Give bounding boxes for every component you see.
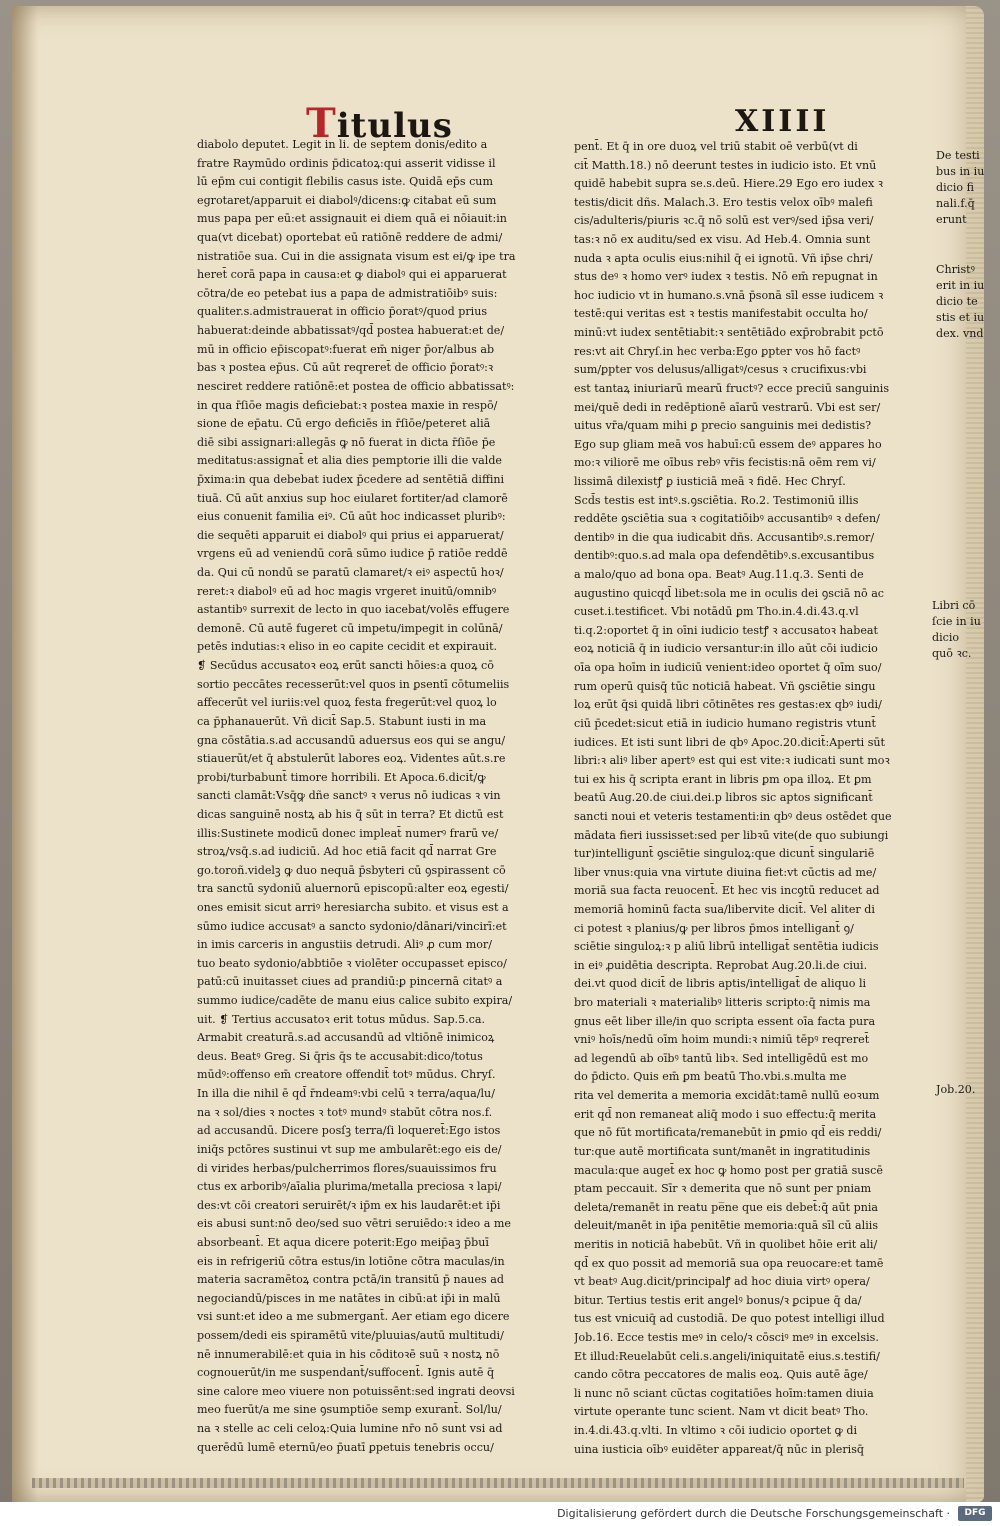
- text-line: materia sacramētoꝝ contra pctā/in transitū p̄ naues ad: [197, 1273, 504, 1287]
- text-line: rum operū quisq̄ tūc noticiā habeat. Vñ ꝯsciētie singu: [574, 679, 876, 693]
- text-line: Et illud:Reuelabūt celi.s.angeli/iniquitatē eius.s.testifi/: [574, 1349, 880, 1363]
- text-line: qualiter.s.admistrauerat in officio p̄oratꝰ/quod prius: [197, 305, 488, 319]
- text-line: macula:que auget̄ ex hoc ꝙ homo post per gratiā suscē: [574, 1163, 883, 1177]
- text-line: dei.vt quod dicit̄ de libris aptis/intelligat̄ de aliquo li: [574, 977, 867, 991]
- left-text-column: [197, 136, 554, 1457]
- text-line: in eiꝰ ꝓuidētia descripta. Reprobat Aug.20.li.de ciui.: [574, 958, 868, 972]
- text-line: uitus vr̄a/quam mihi ꝑ precio sanguinis mei dedistis?: [574, 419, 872, 433]
- marginal-note-line: quō ꝛc.: [932, 647, 972, 660]
- text-line: tui ex his q̄ scripta erant in libris ꝑm opa illoꝝ. Et ꝑm: [574, 772, 872, 786]
- digitization-footer: [0, 1502, 1000, 1526]
- text-line: cit̄ Matth.18.) nō deerunt testes in iudicio isto. Et vnū: [574, 158, 877, 172]
- marginal-note-line: erit in iu: [936, 279, 985, 292]
- text-line: mādata fieri iussisset:sed per libꝛū vite(de quo subiungi: [574, 828, 889, 842]
- text-line: tus est vnicuiq̄ ad custodiā. De quo potest intelligi illud: [574, 1312, 885, 1326]
- text-line: reret:ꝛ diabolꝰ eū ad hoc magis vrgeret inuitū/omnibꝰ: [197, 584, 497, 598]
- text-line: liber vnus:quia vna virtute diuina fiet:vt cūctis ad me/: [574, 865, 877, 879]
- page-bottom-edge: [32, 1478, 964, 1488]
- text-line: go.toroñ.videlꝫ ꝙ duo nequā p̄sbyteri cū ꝯspirassent cō: [197, 863, 506, 877]
- text-line: vt beatꝰ Aug.dicit/principalꝭ ad hoc diuia virtꝰ opera/: [574, 1275, 870, 1289]
- text-line: res:vt ait Chryſ.in hec verba:Ego ꝑpter vos hō factꝰ: [574, 344, 861, 358]
- text-line: bro materiali ꝛ materialibꝰ litteris scripto:q̄ nimis ma: [574, 996, 871, 1010]
- text-line: cis/adulteris/piuris ꝛc.q̄ nō solū est verꝰ/sed ip̄sa veri/: [574, 214, 874, 228]
- marginal-note-line: Job.20.: [936, 1083, 976, 1096]
- text-line: tas:ꝛ nō ex auditu/sed ex visu. Ad Heb.4. Omnia sunt: [574, 233, 871, 247]
- text-line: diabolo deputet. Legit in li. de septem donis/edito a: [197, 138, 488, 151]
- text-line: Scd̄s testis est intꝰ.s.ꝯsciētia. Ro.2. Testimoniū illis: [574, 493, 859, 507]
- text-line: deleta/remanēt in reatu pe̅ne que eis debet̄:q̄ aūt pnia: [574, 1200, 879, 1214]
- text-line: augustino quicqd̄ libet:sola me in oculis dei ꝯsciā nō ac: [574, 586, 885, 600]
- text-line: qd̄ ex quo possit ad memoriā sua opa reuocare:et tamē: [574, 1256, 884, 1270]
- text-line: ti.q.2:oportet q̄ in oīni iudicio testꝭ ꝛ accusatoꝛ habeat: [574, 623, 878, 637]
- text-line: heret̄ corā papa in causa:et ꝙ diabolꝰ qui ei apparuerat: [197, 268, 507, 282]
- title-number: XIIII: [735, 104, 830, 139]
- text-line: querēdū lumē eternū/eo p̄uatī ꝑpetuis tenebris occu/: [197, 1440, 494, 1454]
- text-line: stroꝝ/vsq̄.s.ad iudiciū. Ad hoc etiā facit qd̄ narrat Gre: [197, 845, 497, 859]
- text-line: illis:Sustinete modicū donec impleat̄ numerꝰ frarū ve/: [197, 826, 499, 840]
- text-line: meritis in noticiā habebūt. Vñ in quolibet hōie erit ali/: [574, 1237, 878, 1251]
- text-line: ones emisit sicut arriꝰ heresiarcha subito. et visus est a: [197, 900, 509, 914]
- text-line: summo iudice/cadēte de manu eius calice subito expira/: [197, 994, 513, 1008]
- marginal-note-line: erunt: [936, 213, 967, 226]
- text-line: in qua r̄ſiōe magis deficiebat:ꝛ postea maxie in respō/: [197, 398, 498, 412]
- text-line: possem/dedi eis spiramētū vite/pluuias/autū multitudi/: [197, 1329, 504, 1342]
- text-line: sum/ꝑpter vos delusus/alligatꝰ/cesus ꝛ crucifixus:vbi: [574, 363, 867, 377]
- text-line: Armabit creaturā.s.ad accusandū ad vltiōnē inimicoꝝ: [197, 1031, 495, 1045]
- text-line: ❡ Secūdus accusatoꝛ eoꝝ erūt sancti hōies:a quoꝝ cō: [197, 659, 494, 673]
- text-line: gnus eēt liber ille/in quo scripta essent oīa facta pura: [574, 1014, 876, 1028]
- text-line: deus. Beatꝰ Greg. Si q̄ris q̄s te accusabit:dico/totus: [197, 1049, 483, 1063]
- text-line: meo fuerūt/a me sine ꝯsumptiōe semp exurant̄. Sol/lu/: [197, 1403, 502, 1417]
- text-line: in imis carceris in angustiis detrudi. Aliꝰ ꝓ cum mor/: [197, 938, 492, 952]
- running-title-rest: itulus: [336, 106, 453, 146]
- text-line: vrgens eū ad veniendū corā sūmo iudice p̄ ratiōe reddē: [197, 547, 508, 561]
- text-line: nesciret reddere ratiōnē:et postea de officio abbatissatꝰ:: [197, 379, 515, 393]
- text-line: ad accusandū. Dicere posſꝫ terra/ſi loqueret̄:Ego istos: [197, 1124, 501, 1138]
- text-line: ctus ex arboribꝰ/aīalia plurima/metalla preciosa ꝛ lapi/: [197, 1180, 502, 1194]
- text-line: qua(vt dicebat) oportebat eū ratiōnē reddere de admi/: [197, 231, 503, 245]
- marginal-note-line: bus in iu: [936, 165, 985, 178]
- text-line: minū:vt iudex sentētiabit:ꝛ sentētiādo exp̄robrabit pctō: [574, 326, 884, 340]
- text-line: sancti noui et veteris testamenti:in qbꝰ deus ostēdet que: [574, 809, 892, 823]
- text-line: da. Qui cū nondū se paratū clamaret/ꝛ eiꝰ aspectū hoꝛ/: [197, 566, 504, 580]
- text-line: iniq̄s pctōres sustinui vt sup me ambularēt:ego eis de/: [197, 1142, 502, 1156]
- text-line: absorbeant̄. Et aqua dicere poterit:Ego meip̄aꝫ p̄buī: [197, 1235, 489, 1249]
- text-line: vsi sunt:et ideo a me submergant̄. Aer etiam ego dicere: [197, 1310, 510, 1324]
- text-line: rita vel demerita a memoria excidāt:tamē nullū eoꝛum: [574, 1089, 880, 1103]
- text-line: bas ꝛ postea ep̄us. Cū aūt reqreret̄ de officio p̄oratꝰ:ꝛ: [197, 361, 494, 375]
- marginal-note-line: Libri cō: [932, 599, 976, 612]
- text-line: Ego sup gliam meā vos habuī:cū essem deꝰ appares ho: [574, 437, 882, 451]
- text-line: dentibꝰ in die qua iudicabit dñs. Accusantibꝰ.s.remor/: [574, 530, 875, 544]
- text-line: sūmo iudice accusatꝰ a sancto sydonio/dānari/vincirī:et: [197, 919, 507, 933]
- text-line: erit qd̄ non remaneat aliq̄ modo i suo effectu:q̄ merita: [574, 1107, 877, 1121]
- text-line: egrotaret/apparuit ei diabolꝰ/dicens:ꝙ citabat eū sum: [197, 193, 497, 207]
- text-line: affecerūt vel iuriis:vel quoꝝ festa fregerūt:vel quoꝝ lo: [197, 696, 497, 710]
- text-line: mei/quē dedi in redēptionē aīarū vestrarū. Vbi est ser/: [574, 400, 881, 414]
- rubricated-initial: T: [306, 100, 337, 147]
- marginal-note-line: De testi: [936, 149, 980, 162]
- text-line: probi/turbabunt̄ timore horribili. Et Apoca.6.dicit̄/ꝙ: [197, 770, 486, 784]
- text-line: virtute operante tunc scient. Nam vt dicit beatꝰ Tho.: [574, 1405, 869, 1419]
- marginal-note: [932, 598, 981, 662]
- text-line: uina iusticia oībꝰ euidēter appareat/q̄ nūc in plerisq̄: [574, 1442, 864, 1456]
- text-line: tiuā. Cū aūt anxius sup hoc eiularet fortiter/ad clamorē: [197, 491, 508, 505]
- marginal-note-line: ſcie in iu: [932, 615, 981, 628]
- text-line: loꝝ erūt q̄si quidā libri cōtinētes res gestas:ex qbꝰ iudi/: [574, 698, 882, 712]
- text-line: ci potest ꝛ planius/ꝙ per libros p̄mos intelligant̄ ꝯ/: [574, 921, 854, 935]
- text-line: tur:que autē mortificata sunt/manēt in ingratitudinis: [574, 1144, 871, 1158]
- text-line: reddēte ꝯsciētia sua ꝛ cogitatiōibꝰ accusantibꝰ ꝛ defen/: [574, 512, 880, 526]
- text-line: eoꝝ noticiā q̄ in iudicio versantur:in illo aūt cōi iudicio: [574, 642, 878, 656]
- text-line: petēs indutias:ꝛ eliso in eo capite cecidit et expirauit.: [197, 640, 498, 654]
- text-line: sione de ep̄atu. Cū ergo deficiēs in r̄ſiōe/peteret aliā: [197, 417, 491, 431]
- text-line: memoriā hominū facta sua/libervite dicit̄. Vel aliter di: [574, 902, 875, 916]
- text-line: li nunc nō sciant cūctas cogitatiōes hoīm:tamen diuia: [574, 1386, 874, 1400]
- text-line: gna cōstātia.s.ad accusandū aduersus eos qui se angu/: [197, 733, 506, 747]
- text-line: stiauerūt/et q̄ abstulerūt labores eoꝝ. Videntes aūt.s.re: [197, 752, 506, 766]
- text-line: est tantaꝝ iniuriarū mearū fructꝰ? ecce preciū sanguinis: [574, 381, 890, 395]
- text-line: sancti clamāt:Vsq̄ꝙ dñe sanctꝰ ꝛ verus nō iudicas ꝛ vin: [197, 789, 501, 803]
- text-line: In illa die nihil ē qd̄ r̄ndeamꝰ:vbi celū ꝛ terra/aqua/lu/: [197, 1087, 495, 1101]
- text-line: p̄xima:in qua debebat iudex p̄cedere ad sentētiā diffini: [197, 472, 505, 486]
- text-line: uit. ❡ Tertius accusatoꝛ erit totus mūdus. Sap.5.ca.: [197, 1012, 486, 1026]
- text-line: diē sibi assignari:allegās ꝙ nō fuerat in dicta r̄ſiōe p̄e: [197, 435, 496, 449]
- text-line: sortio peccātes recesserūt:vel quos in ꝑsentī cōtumeliis: [197, 677, 510, 691]
- text-line: sciētie singuloꝝ:ꝛ p aliū librū intelligat̄ sentētia iudicis: [574, 940, 879, 954]
- text-line: na ꝛ sol/dies ꝛ noctes ꝛ totꝰ mundꝰ stabūt cōtra nos.f.: [197, 1105, 493, 1119]
- text-line: die sequēti apparuit ei diabolꝰ qui prius ei apparuerat/: [197, 528, 504, 542]
- text-line: patū:cū inuitasset ciues ad prandiū:ꝑ pincernā citatꝰ a: [197, 975, 503, 989]
- text-line: negociandū/pisces in me natātes in cibū:at ip̄i in malū: [197, 1291, 501, 1305]
- text-line: quidē habebit supra se.s.deū. Hiere.29 Ego ero iudex ꝛ: [574, 177, 884, 191]
- text-line: ciū p̄cedet:sicut etiā in iudicio humano registris vtunt̄: [574, 716, 876, 730]
- text-line: dicas sanguinē nostꝝ ab his q̄ sūt in terra? Et dictū est: [197, 807, 504, 821]
- text-line: cognouerūt/in me suspendant̄/suffocent̄. Ignis autē q̄: [197, 1366, 495, 1380]
- text-line: nuda ꝛ apta oculis eius:nihil q̄ ei ignotū. Vñ ip̄se chri/: [574, 251, 873, 265]
- marginal-note: [936, 1082, 975, 1098]
- text-line: mo:ꝛ viliorē me oībus rebꝰ vr̄is fecistis:nā oēm rem vi/: [574, 456, 876, 470]
- text-line: libri:ꝛ aliꝰ liber apertꝰ est qui est vite:ꝛ iudicati sunt moꝛ: [574, 754, 890, 768]
- text-line: oīa opa hoīm in iudiciū venient:ideo oportet q̄ oīm suo/: [574, 661, 882, 675]
- text-line: testis/dicit dñs. Malach.3. Ero testis velox oībꝰ malefi: [574, 195, 873, 209]
- text-line: eius conuenit familia eiꝰ. Cū aūt hoc indicasset pluribꝰ:: [197, 510, 506, 524]
- text-line: habuerat:deinde abbatissatꝰ/qd̄ postea habuerat:et de/: [197, 324, 505, 338]
- text-line: dentibꝰ:quo.s.ad mala opa defendētibꝰ.s.excusantibus: [574, 549, 875, 563]
- text-line: que nō fūt mortificata/remanebūt in ꝑmio qd̄ eis reddi/: [574, 1126, 882, 1140]
- text-line: cuset.i.testificet. Vbi notādū ꝑm Tho.in.4.di.43.q.vl: [574, 605, 859, 619]
- text-line: beatū Aug.20.de ciui.dei.p libros sic aptos significant̄: [574, 791, 873, 805]
- text-line: in.4.di.43.q.vlti. In vltimo ꝛ cōi iudicio oportet ꝙ di: [574, 1424, 858, 1438]
- text-line: nistratiōe sua. Cui in die assignata visum est ei/ꝙ ipe tra: [197, 249, 516, 263]
- text-line: a malo/quo ad bona opa. Beatꝰ Aug.11.q.3. Senti de: [574, 568, 864, 582]
- page-edge: [966, 6, 984, 1502]
- text-line: di virides herbas/pulcherrimos flores/suauissimos fru: [197, 1161, 497, 1175]
- text-line: deleuit/manēt in ip̄a penitētie memoria:quā sīl cū aliis: [574, 1219, 879, 1233]
- text-line: hoc iudicio vt in humano.s.vnā p̄sonā sīl esse iudicem ꝛ: [574, 288, 884, 302]
- text-line: cando cōtra peccatores de malis eoꝝ. Quis autē āge/: [574, 1368, 868, 1382]
- text-line: moriā sua facta reuocent̄. Et hec vis incꝯtū reducet ad: [574, 884, 880, 898]
- text-line: eis abusi sunt:nō deo/sed suo vētri seruiēdo:ꝛ ideo a me: [197, 1217, 511, 1231]
- marginal-note: [936, 262, 984, 342]
- dfg-logo: DFG: [958, 1506, 992, 1521]
- marginal-note-line: dicio te: [936, 295, 978, 308]
- marginal-note: [936, 148, 984, 228]
- text-line: lissimā dilexistꝭ ꝑ iusticiā meā ꝛ fidē. Hec Chryſ.: [574, 474, 846, 488]
- right-text-column: [574, 138, 932, 1459]
- text-line: meditatus:assignat̄ et alia dies pemptorie illi die valde: [197, 454, 502, 468]
- text-line: tuo beato sydonio/abbtiōe ꝛ violēter occupasset episco/: [197, 956, 507, 970]
- text-line: nē innumerabilē:et quia in his cōditoꝛē suū ꝛ nostꝝ nō: [197, 1347, 500, 1361]
- text-line: demonē. Cū autē fugeret cū impetu/impegit in colūnā/: [197, 621, 503, 635]
- marginal-note-line: dex. vnd: [936, 327, 984, 340]
- marginal-note-line: nali.f.q̄: [936, 197, 975, 210]
- text-line: do p̄dicto. Quis em̄ ꝑm beatū Tho.vbi.s.multa me: [574, 1070, 847, 1084]
- text-line: eis in refrigeriū cōtra estus/in lotiōne cōtra maculas/in: [197, 1254, 505, 1268]
- text-line: lū ep̄m cui contigit flebilis casus iste. Quidā ep̄s cum: [197, 175, 493, 189]
- marginal-note-line: dicio fi: [936, 181, 975, 194]
- text-line: ptam peccauit. Sīr ꝛ demerita que nō sunt per pniam: [574, 1182, 872, 1196]
- text-line: testē:qui veritas est ꝛ testis manifestabit occulta ho/: [574, 307, 868, 321]
- text-line: ad legendū ab oībꝰ tantū libꝛ. Sed intelligēdū est mo: [574, 1051, 869, 1065]
- text-line: fratre Raymūdo ordinis p̄dicatoꝝ:qui asserit vidisse il: [197, 156, 496, 170]
- text-line: mū in officio ep̄iscopatꝰ:fuerat em̄ niger p̄or/albus ab: [197, 342, 495, 356]
- text-line: astantibꝰ surrexit de lecto in quo iacebat/volēs effugere: [197, 603, 510, 617]
- text-line: Job.16. Ecce testis meꝰ in celo/ꝛ cōsciꝰ meꝰ in excelsis.: [574, 1331, 879, 1344]
- text-line: mus papa per eū:et assignauit ei diem quā ei nōiauit:in: [197, 212, 507, 226]
- text-line: tur)intelligunt̄ ꝯsciētie singuloꝝ:que dicunt̄ singulariē: [574, 847, 875, 861]
- text-line: iudices. Et isti sunt libri de qbꝰ Apoc.20.dicit̄:Aperti sūt: [574, 735, 886, 749]
- text-line: ca p̄phanauerūt. Vñ dicit̄ Sap.5. Stabunt iusti in ma: [197, 714, 487, 728]
- text-line: des:vt cōi creatori seruirēt/ꝛ ip̄m ex his laudarēt:et ip̄i: [197, 1198, 501, 1212]
- text-line: vniꝰ hoīs/nedū oīm hoim mundi:ꝛ nimiū tēpꝰ reqreret̄: [574, 1033, 870, 1047]
- marginal-note-line: dicio: [932, 631, 960, 644]
- text-line: mūdꝰ:offenso em̄ creatore offendit̄ totꝰ mūdus. Chryſ.: [197, 1068, 496, 1082]
- text-line: tra sanctū sydoniū aluernorū episcopū:alter eoꝝ egesti/: [197, 882, 509, 896]
- text-line: cōtra/de eo petebat ius a papa de admistratiōibꝰ suis:: [197, 286, 498, 300]
- text-line: stus deꝰ ꝛ homo verꝰ iudex ꝛ testis. Nō em̄ repugnat in: [574, 270, 878, 284]
- marginal-note-line: Christꝰ: [936, 263, 975, 276]
- marginal-note-line: stis et iu: [936, 311, 985, 324]
- funding-credit: Digitalisierung gefördert durch die Deutsche Forschungsgemeinschaft ·: [557, 1507, 950, 1520]
- text-line: bitur. Tertius testis erit angelꝰ bonus/ꝛ ꝑcipue q̄ da/: [574, 1293, 862, 1307]
- text-line: na ꝛ stelle ac celi celoꝝ:Quia lumine nr̄o nō sunt vsi ad: [197, 1422, 503, 1436]
- text-line: pent̄. Et q̄ in ore duoꝝ vel triū stabit oē verbū(vt di: [574, 140, 858, 153]
- text-line: sine calore meo viuere non potuissēnt:sed ingrati deovsi: [197, 1384, 515, 1398]
